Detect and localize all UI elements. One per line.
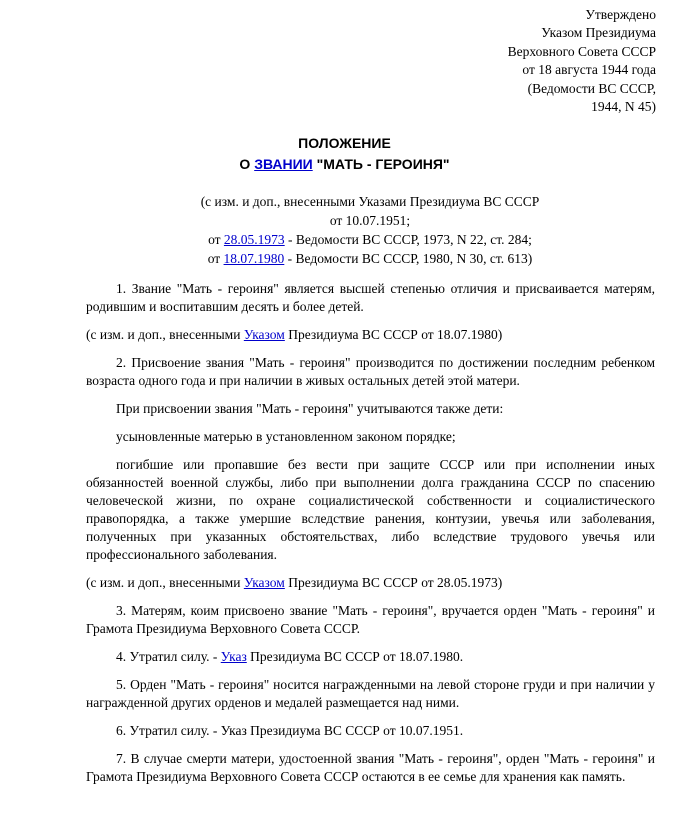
amend-line-4	[0, 249, 689, 268]
note-2-suffix: Президиума ВС СССР от 28.05.1973)	[284, 575, 503, 590]
amend-line-1: (с изм. и доп., внесенными Указами Президиума ВС СССР	[200, 194, 540, 209]
title-link-zvanii[interactable]: ЗВАНИИ	[254, 156, 313, 172]
p4-prefix: 4. Утратил силу. -	[116, 649, 221, 664]
paragraph-1: 1. Звание "Мать - героиня" является высшей степенью отличия и присваивается матерям, родившим и воспитавшим десять и более детей.	[86, 281, 655, 314]
approval-line: от 18 августа 1944 года	[522, 62, 656, 78]
amendments-block	[0, 192, 689, 268]
note-1-prefix: (с изм. и доп., внесенными	[86, 327, 244, 342]
paragraph-7: 7. В случае смерти матери, удостоенной звания "Мать - героиня", орден "Мать - героиня" и Грамота Президиума Верховного Совета СССР остаются в ее семье для хранения как память.	[86, 751, 655, 784]
amend-line-2: от 10.07.1951;	[329, 213, 411, 228]
note-2-prefix: (с изм. и доп., внесенными	[86, 575, 244, 590]
amend-note-1	[86, 326, 655, 344]
amend-line-3	[0, 230, 689, 249]
amend-link-1980[interactable]: 18.07.1980	[223, 251, 285, 266]
paragraph-4	[86, 648, 655, 666]
note-1-ukaz-link[interactable]: Указом	[243, 327, 285, 342]
paragraph-2c: погибшие или пропавшие без вести при защите СССР или при исполнении иных обязанностей военной службы, либо при выполнении долга гражданина СССР по спасению человеческой жизни, по охране социалистической собственности и социалистического правопорядка, а также умершие вследствие ранения, контузии, увечья или заболевания, полученных при указанных обстоятельствах, либо вследствие трудового увечья или профессионального заболевания.	[86, 457, 655, 562]
paragraph-2a: При присвоении звания "Мать - героиня" учитываются также дети:	[116, 401, 504, 416]
approval-block	[508, 6, 656, 116]
document-title	[0, 133, 689, 175]
p4-suffix: Президиума ВС СССР от 18.07.1980.	[246, 649, 464, 664]
paragraph-6: 6. Утратил силу. - Указ Президиума ВС СССР от 10.07.1951.	[116, 723, 464, 738]
amend-line-3-suffix: - Ведомости ВС СССР, 1973, N 22, ст. 284;	[284, 232, 532, 247]
amend-line-3-prefix: от	[208, 232, 224, 247]
approval-line: 1944, N 45)	[591, 99, 656, 115]
title-line-2	[0, 154, 689, 175]
amend-note-2	[86, 574, 655, 592]
paragraph-3: 3. Матерям, коим присвоено звание "Мать - героиня", вручается орден "Мать - героиня" и Грамота Президиума Верховного Совета СССР.	[86, 603, 655, 636]
amend-link-1973[interactable]: 28.05.1973	[223, 232, 285, 247]
amend-line-4-prefix: от	[207, 251, 224, 266]
note-1-suffix: Президиума ВС СССР от 18.07.1980)	[284, 327, 503, 342]
approval-line: Указом Президиума	[541, 25, 656, 41]
approval-line: (Ведомости ВС СССР,	[527, 80, 656, 96]
title-line-1: ПОЛОЖЕНИЕ	[298, 135, 391, 151]
approval-line: Утверждено	[585, 7, 656, 22]
approval-line: Верховного Совета СССР	[507, 43, 656, 59]
title-suffix: "МАТЬ - ГЕРОИНЯ"	[312, 156, 450, 172]
paragraph-2: 2. Присвоение звания "Мать - героиня" производится по достижении последним ребенком возраста одного года и при наличии в живых остальных детей этой матери.	[86, 355, 655, 388]
p4-ukaz-link[interactable]: Указ	[220, 649, 247, 664]
paragraph-2b: усыновленные матерью в установленном законом порядке;	[116, 429, 456, 444]
note-2-ukaz-link[interactable]: Указом	[243, 575, 285, 590]
title-prefix: О	[239, 156, 255, 172]
amend-line-4-suffix: - Ведомости ВС СССР, 1980, N 30, ст. 613)	[284, 251, 533, 266]
paragraph-5: 5. Орден "Мать - героиня" носится награжденными на левой стороне груди и при наличии у награжденной других орденов и медалей размещается над ними.	[86, 677, 655, 710]
document-body	[86, 280, 655, 796]
